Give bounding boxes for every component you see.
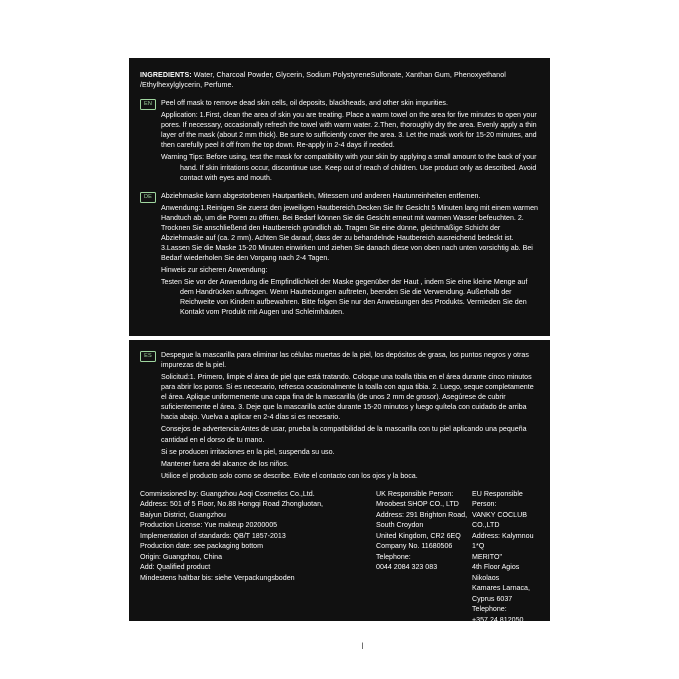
period-after-opening-icon: [336, 638, 349, 653]
eu-line-7: Telephone:: [472, 605, 507, 614]
recycling-triangle-icon: [397, 635, 410, 653]
uk-responsible-heading: UK Responsible Person:: [376, 489, 454, 498]
uk-line-7: 0044 2084 323 083: [376, 563, 438, 572]
svg-text:12M: 12M: [419, 644, 428, 650]
eu-line-8: +357 24 812050: [472, 615, 524, 624]
green-dot-recycling-icon: [376, 635, 390, 653]
eu-responsible-heading: EU Responsible Person:: [472, 489, 523, 509]
uk-line-6: Telephone:: [376, 552, 411, 561]
uk-line-2: Address: 291 Brighton Road,: [376, 510, 468, 519]
uk-line-4: United Kingdom, CR2 6EQ: [376, 531, 461, 540]
company-info-columns: [140, 489, 539, 625]
eu-line-2: Address: Kalymnou 1*Q: [472, 531, 534, 551]
ingredients-heading: INGREDIENTS:: [140, 71, 192, 79]
es-paragraph-3: Consejos de advertencia:Antes de usar, prueba la compatibilidad de la mascarilla con tu piel aplicando una pequeña cantidad en el dorso de tu mano.: [161, 425, 527, 444]
manufacturer-line-4: Production License: Yue makeup 20200005: [140, 521, 278, 530]
symbols-group: [336, 635, 430, 653]
instructions-panel-top: [129, 58, 550, 336]
de-paragraph-2: Anwendung:1.Reinigen Sie zuerst den jeweiligen Hautbereich.Decken Sie Ihr Gesicht 5 Minuten lang mit einem warmen Handtuch ab, um die Poren zu öffnen. Bei Bedarf können Sie die Gesicht erneut mit warmen Wasser befeuchten. 2. Trocknen Sie anschließend den Hautbereich gründlich ab. Tragen Sie eine dünne, gleichmäßige Schicht der Abziehmaske auf (ca. 2 mm). Achten Sie darauf, dass der zu behandelnde Hautbereich ausreichend bedeckt ist. 3.Lassen Sie die Maske 15-20 Minuten einwirken und ziehen Sie danach diese von oben nach unten vorsichtig ab. Bei Bedarf wiederholen Sie den Vorgang nach 2-4 Tagen.: [161, 203, 538, 262]
de-paragraph-1: Abziehmaske kann abgestorbenen Hautpartikeln, Mitessern und anderen Hautunreinheiten entfernen.: [161, 191, 481, 200]
green-dot-caption: PAP: [378, 648, 388, 654]
es-paragraph-2: Solicitud:1. Primero, limpie el área de piel que está tratando. Coloque una toalla tibia en el área durante cinco minutos para abrir los poros. Si es necesario, refresca ocasionalmente la toalla con agua tibia. 2. Luego, seque completamente el área. Aplique uniformemente una capa fina de la mascarilla (de unos 2 mm de grosor). Asegúrese de cubrir suficientemente el área. 3. Deje que la mascarilla actúe durante 15-20 minutos y luego quítela con cuidado de arriba hacia abajo. Vuelva a aplicar en 2-4 días si es necesario.: [161, 373, 534, 422]
instructions-panel-bottom: [129, 340, 550, 669]
language-body-de: [161, 191, 539, 318]
es-paragraph-6: Utilice el producto solo como se describe. Evite el contacto con los ojos y la boca.: [161, 471, 418, 480]
ingredients-text: Water, Charcoal Powder, Glycerin, Sodium PolystyreneSulfonate, Xanthan Gum, Phenoxyethanol /Ethylhexylglycerin, Perfume.: [140, 71, 506, 90]
uk-line-1: Mroobest SHOP CO., LTD: [376, 500, 459, 509]
uk-responsible-person: [376, 489, 472, 625]
uk-line-5: Company No. 11680506: [376, 542, 453, 551]
de-paragraph-3: Hinweis zur sicheren Anwendung:: [161, 266, 268, 275]
eu-line-1: VANKY COCLUB CO.,LTD: [472, 510, 527, 530]
refer-to-insert-icon: [356, 638, 369, 653]
manufacturer-line-2: Address: 501 of 5 Floor, No.88 Hongqi Road Zhongluotan,: [140, 500, 323, 509]
language-tag-de: DE: [140, 192, 156, 203]
de-paragraph-4: Testen Sie vor der Anwendung die Empfindlichkeit der Maske gegenüber der Haut , indem Sie eine kleine Menge auf dem Handrücken auftragen. Wenn Hautreizungen auftreten, beenden Sie die Verwendung. Außerhalb der Reichweite von Kindern aufbewahren. Bitte folgen Sie nur den Anweisungen des Produkts. Vermieden Sie den Kontakt vom Produkt mit Augen und Schleimhäuten.: [161, 278, 528, 317]
manufacturer-line-3: Baiyun District, Guangzhou: [140, 510, 226, 519]
manufacturer-line-5: Implementation of standards: QB/T 1857-2013: [140, 531, 286, 540]
recycling-caption: PAP: [398, 648, 409, 654]
eu-line-3: MERITO": [472, 552, 502, 561]
en-paragraph-1: Peel off mask to remove dead skin cells, oil deposits, blackheads, and other skin impurities.: [161, 99, 448, 108]
manufacturer-line-1: Commissioned by: Guangzhou Aoqi Cosmetics Co.,Ltd.: [140, 489, 315, 498]
manufacturer-line-8: Add: Qualified product: [140, 563, 211, 572]
en-paragraph-3: Warning Tips: Before using, test the mask for compatibility with your skin by applying a small amount to the back of your hand. If skin irritations occur, discontinue use. Keep out of reach of children. Use product only as described. Avoid contact with eyes and mouth.: [161, 153, 537, 182]
es-paragraph-5: Mantener fuera del alcance de los niños.: [161, 459, 289, 468]
manufacturer-line-9: Mindestens haltbar bis: siehe Verpackungsboden: [140, 573, 295, 582]
svg-text:12M: 12M: [338, 645, 347, 651]
language-block-en: [140, 98, 539, 183]
footer-symbols-row: [140, 635, 539, 673]
uk-line-3: South Croydon: [376, 521, 424, 530]
language-block-es: [140, 350, 539, 481]
eu-line-6: Cyprus 6037: [472, 594, 513, 603]
language-block-de: [140, 191, 539, 318]
language-tag-es: ES: [140, 351, 156, 362]
en-paragraph-2: Application: 1.First, clean the area of skin you are treating. Place a warm towel on the area for five minutes to open your pores. If necessary, occasionally refresh the towel with warm water. 2.Then, thoroughly dry the area. Evenly apply a thin layer of the mask (about 2 mm thick). Be sure to sufficiently cover the area. 3. Let the mask work for 15-20 minutes, and then carefully peel it off from the top down. Re-apply in 2-4 days if needed.: [161, 111, 537, 150]
language-body-en: [161, 98, 539, 183]
language-tag-en: EN: [140, 99, 156, 110]
eu-line-5: Kamares Larnaca,: [472, 584, 530, 593]
made-in-label: Made in P.R.C: [292, 660, 338, 669]
manufacturer-line-6: Production date: see packaging bottom: [140, 542, 264, 551]
manufacturer-info: [140, 489, 376, 625]
es-paragraph-1: Despegue la mascarilla para eliminar las células muertas de la piel, los depósitos de grasa, los puntos negros y otras impurezas de la piel.: [161, 351, 529, 370]
language-body-es: [161, 350, 539, 481]
eu-responsible-person: [472, 489, 539, 625]
es-paragraph-4: Si se producen irritaciones en la piel, suspenda su uso.: [161, 447, 335, 456]
pao-12m-icon: [417, 638, 430, 653]
eu-line-4: 4th Floor Agios Nikolaos: [472, 563, 520, 582]
manufacturer-line-7: Origin: Guangzhou, China: [140, 552, 223, 561]
ingredients-paragraph: [140, 70, 539, 90]
